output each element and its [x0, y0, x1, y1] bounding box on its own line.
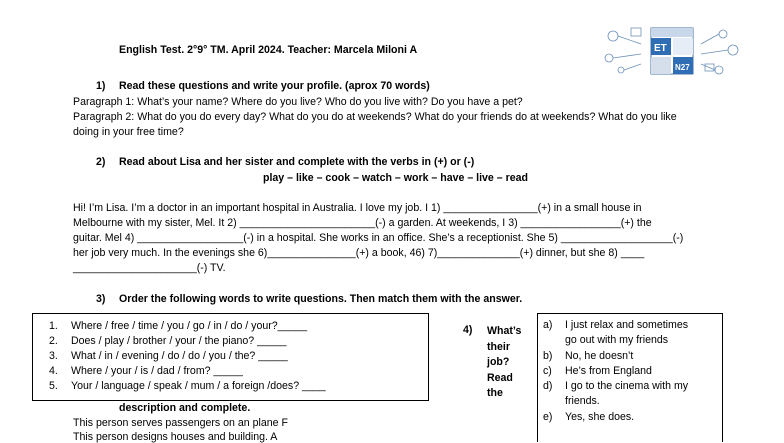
list-item: 3. What / in / evening / do / do / you / the? _____	[49, 350, 288, 362]
q4-sentence-2: This person designs houses and building. A	[73, 431, 278, 443]
q3-heading: Order the following words to write questions. Then match them with the answer.	[119, 293, 523, 305]
list-item: 2. Does / play / brother / your / the piano? _____	[49, 335, 287, 347]
q3-number: 3)	[96, 293, 106, 305]
q1-paragraph-2b: doing in your free time?	[73, 126, 184, 138]
q2-text-line: _____________________(-) TV.	[73, 262, 226, 274]
q3-question-box	[32, 313, 429, 401]
page-title: English Test. 2°9° TM. April 2024. Teacher: Marcela Miloni A	[119, 44, 418, 56]
q4-number: 4)	[463, 324, 473, 336]
q1-heading: Read these questions and write your profile. (aprox 70 words)	[119, 80, 430, 92]
list-item: 5. Your / language / speak / mum / a foreign /does? ____	[49, 380, 326, 392]
q1-paragraph-1: Paragraph 1: What’s your name? Where do you live? Who do you live with? Do you have a pet?	[73, 96, 523, 108]
q2-heading: Read about Lisa and her sister and complete with the verbs in (+) or (-)	[119, 156, 475, 168]
logo-text-top: ET	[654, 43, 667, 54]
q2-text-line: Melbourne with my sister, Mel. It 2) _______________________(-) a garden. At weekends, I 3) _________________(+) the	[73, 217, 652, 229]
q2-text-line: her job very much. In the evenings she 6)_______________(+) a book, 46) 7)______________(+) dinner, but she 8) ____	[73, 247, 645, 259]
q2-verb-list: play – like – cook – watch – work – have – live – read	[263, 172, 528, 184]
q4-sentence-1: This person serves passengers on an plane F	[73, 417, 288, 429]
q2-text-line: guitar. Mel 4) __________________(-) in a hospital. She works in an office. She’s a receptionist. She 5) ___________________(-)	[73, 232, 684, 244]
q4-answer-box	[537, 313, 723, 442]
list-item: e) Yes, she does.	[543, 410, 635, 423]
q2-text-line: Hi! I’m Lisa. I’m a doctor in an important hospital in Australia. I love my job. I 1) ________________(+) in a small house in	[73, 202, 642, 214]
q4-heading: What’s their job? Read the	[487, 325, 522, 399]
list-item: a) I just relax and sometimes go out with my friends	[543, 319, 689, 347]
list-item: 1. Where / free / time / you / go / in / do / your?_____	[49, 320, 308, 332]
list-item: c) He’s from England	[543, 364, 652, 377]
logo-text-bottom: N27	[675, 63, 690, 72]
list-item: b) No, he doesn’t	[543, 349, 634, 362]
list-item: 4. Where / your / is / dad / from? _____	[49, 365, 243, 377]
list-item: d) I go to the cinema with my friends.	[543, 380, 689, 408]
school-logo	[601, 24, 741, 80]
q1-number: 1)	[96, 80, 106, 92]
q4-instruction-tail: description and complete.	[119, 402, 251, 414]
q2-number: 2)	[96, 156, 106, 168]
q1-paragraph-2a: Paragraph 2: What do you do every day? What do you do at weekends? What do your friends do at weekends? What do you like	[73, 111, 677, 123]
